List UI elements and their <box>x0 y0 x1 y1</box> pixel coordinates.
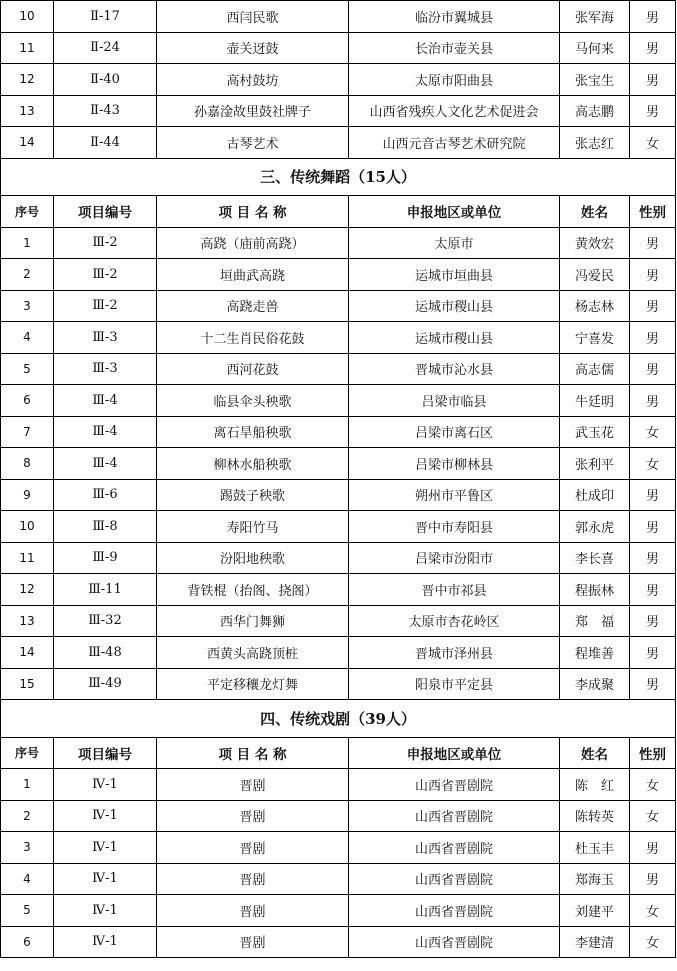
table-row <box>1 385 676 417</box>
gender-cell: 男 <box>630 511 676 543</box>
project-code-cell: Ⅱ-17 <box>54 1 157 33</box>
gender-cell: 男 <box>630 574 676 606</box>
project-name-cell: 古琴艺术 <box>157 127 349 159</box>
region-cell: 晋城市沁水县 <box>349 353 560 385</box>
project-code-cell: Ⅲ-4 <box>54 385 157 417</box>
project-name-cell: 晋剧 <box>157 832 349 864</box>
table-row <box>1 227 676 259</box>
table-row <box>1 64 676 96</box>
name-cell: 牛廷明 <box>560 385 630 417</box>
table-row <box>1 895 676 927</box>
name-cell: 刘建平 <box>560 895 630 927</box>
gender-cell: 男 <box>630 259 676 291</box>
project-code-cell: Ⅲ-49 <box>54 668 157 700</box>
region-cell: 山西省残疾人文化艺术促进会 <box>349 95 560 127</box>
seq-cell: 序号 <box>1 737 54 769</box>
region-cell: 运城市垣曲县 <box>349 259 560 291</box>
region-cell: 吕梁市离石区 <box>349 416 560 448</box>
gender-cell: 男 <box>630 668 676 700</box>
name-cell: 张宝生 <box>560 64 630 96</box>
project-code-cell: Ⅲ-2 <box>54 290 157 322</box>
seq-cell: 3 <box>1 290 54 322</box>
seq-cell: 8 <box>1 448 54 480</box>
project-name-cell: 西闫民歌 <box>157 1 349 33</box>
gender-cell: 男 <box>630 95 676 127</box>
project-code-cell: Ⅲ-3 <box>54 353 157 385</box>
project-name-cell: 西华门舞狮 <box>157 605 349 637</box>
region-cell: 晋中市祁县 <box>349 574 560 606</box>
project-name-cell: 寿阳竹马 <box>157 511 349 543</box>
table-row <box>1 637 676 669</box>
name-cell: 冯爱民 <box>560 259 630 291</box>
gender-cell: 女 <box>630 769 676 801</box>
name-cell: 张军海 <box>560 1 630 33</box>
region-cell: 临汾市翼城县 <box>349 1 560 33</box>
gender-cell: 男 <box>630 1 676 33</box>
seq-cell: 14 <box>1 637 54 669</box>
project-name-cell: 高跷（庙前高跷） <box>157 227 349 259</box>
name-cell: 杨志林 <box>560 290 630 322</box>
name-cell: 郑海玉 <box>560 863 630 895</box>
project-code-cell: Ⅱ-43 <box>54 95 157 127</box>
table-row <box>1 322 676 354</box>
table-row <box>1 605 676 637</box>
seq-cell: 11 <box>1 32 54 64</box>
gender-cell: 男 <box>630 385 676 417</box>
name-cell: 郭永虎 <box>560 511 630 543</box>
name-cell: 李建清 <box>560 926 630 958</box>
table-row <box>1 479 676 511</box>
seq-cell: 13 <box>1 95 54 127</box>
seq-cell: 4 <box>1 863 54 895</box>
section-title: 三、传统舞蹈（15人） <box>1 158 676 196</box>
region-cell: 山西省晋剧院 <box>349 769 560 801</box>
table-row <box>1 511 676 543</box>
name-cell: 陈 红 <box>560 769 630 801</box>
gender-cell: 男 <box>630 832 676 864</box>
section-header-row <box>1 158 676 196</box>
region-cell: 山西省晋剧院 <box>349 863 560 895</box>
project-name-cell: 柳林水船秧歌 <box>157 448 349 480</box>
name-cell: 张利平 <box>560 448 630 480</box>
table-row <box>1 832 676 864</box>
project-name-cell: 临县伞头秧歌 <box>157 385 349 417</box>
project-name-cell: 西河花鼓 <box>157 353 349 385</box>
name-cell: 姓名 <box>560 196 630 228</box>
region-cell: 申报地区或单位 <box>349 737 560 769</box>
project-code-cell: Ⅳ-1 <box>54 926 157 958</box>
region-cell: 运城市稷山县 <box>349 322 560 354</box>
gender-cell: 性别 <box>630 737 676 769</box>
gender-cell: 男 <box>630 322 676 354</box>
gender-cell: 女 <box>630 448 676 480</box>
gender-cell: 男 <box>630 32 676 64</box>
seq-cell: 15 <box>1 668 54 700</box>
project-code-cell: Ⅲ-8 <box>54 511 157 543</box>
project-name-cell: 高跷走兽 <box>157 290 349 322</box>
name-cell: 宁喜发 <box>560 322 630 354</box>
region-cell: 山西省晋剧院 <box>349 800 560 832</box>
gender-cell: 男 <box>630 353 676 385</box>
name-cell: 张志红 <box>560 127 630 159</box>
project-code-cell: Ⅲ-2 <box>54 227 157 259</box>
name-cell: 马何来 <box>560 32 630 64</box>
region-cell: 山西省晋剧院 <box>349 832 560 864</box>
table-row <box>1 32 676 64</box>
project-name-cell: 平定移穰龙灯舞 <box>157 668 349 700</box>
gender-cell: 男 <box>630 64 676 96</box>
section-header-row <box>1 700 676 738</box>
table-row <box>1 668 676 700</box>
region-cell: 山西元音古琴艺术研究院 <box>349 127 560 159</box>
project-code-cell: Ⅲ-4 <box>54 448 157 480</box>
project-code-cell: Ⅲ-48 <box>54 637 157 669</box>
column-header-row <box>1 196 676 228</box>
seq-cell: 5 <box>1 353 54 385</box>
region-cell: 吕梁市临县 <box>349 385 560 417</box>
seq-cell: 14 <box>1 127 54 159</box>
project-code-cell: Ⅲ-2 <box>54 259 157 291</box>
section-title: 四、传统戏剧（39人） <box>1 700 676 738</box>
project-code-cell: Ⅲ-6 <box>54 479 157 511</box>
project-name-cell: 项 目 名 称 <box>157 737 349 769</box>
gender-cell: 男 <box>630 542 676 574</box>
region-cell: 运城市稷山县 <box>349 290 560 322</box>
name-cell: 陈转英 <box>560 800 630 832</box>
seq-cell: 1 <box>1 769 54 801</box>
project-name-cell: 高村鼓坊 <box>157 64 349 96</box>
project-code-cell: Ⅳ-1 <box>54 895 157 927</box>
table-row <box>1 416 676 448</box>
project-name-cell: 晋剧 <box>157 926 349 958</box>
seq-cell: 10 <box>1 511 54 543</box>
region-cell: 朔州市平鲁区 <box>349 479 560 511</box>
project-name-cell: 壶关迓鼓 <box>157 32 349 64</box>
region-cell: 山西省晋剧院 <box>349 895 560 927</box>
name-cell: 杜成印 <box>560 479 630 511</box>
project-name-cell: 背铁棍（抬阁、挠阁） <box>157 574 349 606</box>
table-row <box>1 95 676 127</box>
region-cell: 阳泉市平定县 <box>349 668 560 700</box>
region-cell: 太原市杏花岭区 <box>349 605 560 637</box>
project-code-cell: 项目编号 <box>54 196 157 228</box>
seq-cell: 10 <box>1 1 54 33</box>
seq-cell: 11 <box>1 542 54 574</box>
gender-cell: 女 <box>630 800 676 832</box>
table-row <box>1 448 676 480</box>
project-name-cell: 汾阳地秧歌 <box>157 542 349 574</box>
project-code-cell: Ⅱ-24 <box>54 32 157 64</box>
seq-cell: 2 <box>1 800 54 832</box>
gender-cell: 性别 <box>630 196 676 228</box>
seq-cell: 9 <box>1 479 54 511</box>
project-code-cell: Ⅳ-1 <box>54 769 157 801</box>
table-row <box>1 1 676 33</box>
region-cell: 晋中市寿阳县 <box>349 511 560 543</box>
project-code-cell: Ⅱ-44 <box>54 127 157 159</box>
gender-cell: 男 <box>630 290 676 322</box>
project-code-cell: Ⅲ-11 <box>54 574 157 606</box>
project-name-cell: 晋剧 <box>157 800 349 832</box>
project-name-cell: 离石旱船秧歌 <box>157 416 349 448</box>
gender-cell: 女 <box>630 895 676 927</box>
name-cell: 高志儒 <box>560 353 630 385</box>
seq-cell: 6 <box>1 385 54 417</box>
name-cell: 李长喜 <box>560 542 630 574</box>
project-code-cell: Ⅳ-1 <box>54 832 157 864</box>
table-row <box>1 574 676 606</box>
seq-cell: 7 <box>1 416 54 448</box>
gender-cell: 男 <box>630 637 676 669</box>
name-cell: 郑 福 <box>560 605 630 637</box>
project-code-cell: Ⅲ-3 <box>54 322 157 354</box>
project-code-cell: Ⅳ-1 <box>54 863 157 895</box>
seq-cell: 3 <box>1 832 54 864</box>
table-row <box>1 353 676 385</box>
name-cell: 高志鹏 <box>560 95 630 127</box>
seq-cell: 1 <box>1 227 54 259</box>
project-name-cell: 西黄头高跷顶桩 <box>157 637 349 669</box>
table-row <box>1 800 676 832</box>
project-name-cell: 项 目 名 称 <box>157 196 349 228</box>
table-row <box>1 290 676 322</box>
gender-cell: 男 <box>630 479 676 511</box>
gender-cell: 女 <box>630 926 676 958</box>
project-code-cell: 项目编号 <box>54 737 157 769</box>
name-cell: 黄效宏 <box>560 227 630 259</box>
gender-cell: 女 <box>630 127 676 159</box>
name-cell: 姓名 <box>560 737 630 769</box>
project-code-cell: Ⅱ-40 <box>54 64 157 96</box>
table-body <box>1 1 676 958</box>
seq-cell: 12 <box>1 574 54 606</box>
table-row <box>1 769 676 801</box>
project-name-cell: 晋剧 <box>157 863 349 895</box>
seq-cell: 序号 <box>1 196 54 228</box>
project-name-cell: 十二生肖民俗花鼓 <box>157 322 349 354</box>
name-cell: 程堆善 <box>560 637 630 669</box>
name-cell: 李成聚 <box>560 668 630 700</box>
region-cell: 长治市壶关县 <box>349 32 560 64</box>
region-cell: 晋城市泽州县 <box>349 637 560 669</box>
column-header-row <box>1 737 676 769</box>
name-cell: 程振林 <box>560 574 630 606</box>
project-name-cell: 踢鼓子秧歌 <box>157 479 349 511</box>
project-name-cell: 晋剧 <box>157 895 349 927</box>
seq-cell: 12 <box>1 64 54 96</box>
project-name-cell: 晋剧 <box>157 769 349 801</box>
seq-cell: 13 <box>1 605 54 637</box>
gender-cell: 男 <box>630 227 676 259</box>
project-code-cell: Ⅲ-32 <box>54 605 157 637</box>
table-row <box>1 259 676 291</box>
project-name-cell: 孙嘉淦故里鼓社牌子 <box>157 95 349 127</box>
gender-cell: 男 <box>630 605 676 637</box>
project-code-cell: Ⅳ-1 <box>54 800 157 832</box>
gender-cell: 男 <box>630 863 676 895</box>
table-row <box>1 542 676 574</box>
project-code-cell: Ⅲ-9 <box>54 542 157 574</box>
seq-cell: 5 <box>1 895 54 927</box>
name-cell: 武玉花 <box>560 416 630 448</box>
region-cell: 山西省晋剧院 <box>349 926 560 958</box>
table-row <box>1 863 676 895</box>
gender-cell: 女 <box>630 416 676 448</box>
project-code-cell: Ⅲ-4 <box>54 416 157 448</box>
table-row <box>1 926 676 958</box>
region-cell: 申报地区或单位 <box>349 196 560 228</box>
seq-cell: 4 <box>1 322 54 354</box>
region-cell: 太原市阳曲县 <box>349 64 560 96</box>
region-cell: 太原市 <box>349 227 560 259</box>
seq-cell: 6 <box>1 926 54 958</box>
table-row <box>1 127 676 159</box>
region-cell: 吕梁市柳林县 <box>349 448 560 480</box>
project-name-cell: 垣曲武高跷 <box>157 259 349 291</box>
seq-cell: 2 <box>1 259 54 291</box>
name-cell: 杜玉丰 <box>560 832 630 864</box>
region-cell: 吕梁市汾阳市 <box>349 542 560 574</box>
